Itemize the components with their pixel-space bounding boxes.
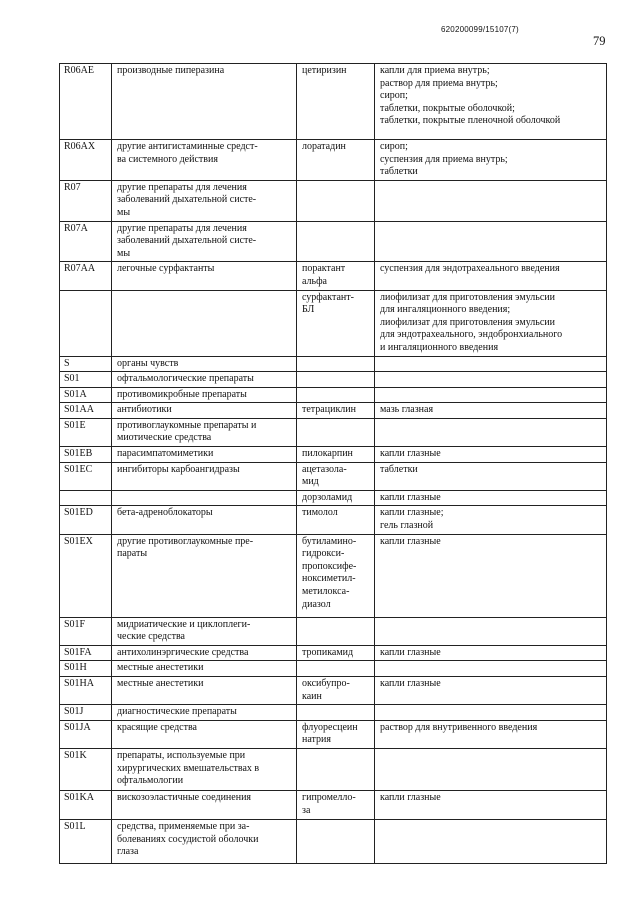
group-name-cell: противомикробные препараты	[112, 387, 297, 403]
atc-code-cell: S01AA	[60, 403, 112, 419]
drug-name-cell	[297, 418, 375, 446]
group-name-cell: препараты, используемые при хирургических вмешательствах в офтальмологии	[112, 748, 297, 790]
group-name-cell: антихолинэргические средства	[112, 645, 297, 661]
dosage-form-cell: капли для приема внутрь; раствор для приема внутрь; сироп; таблетки, покрытые оболочкой; таблетки, покрытые пленочной оболочкой	[375, 64, 607, 140]
atc-code-cell: R06AX	[60, 140, 112, 181]
atc-code-cell: S01	[60, 372, 112, 388]
drug-name-cell: дорзоламид	[297, 490, 375, 506]
group-name-cell: другие противоглаукомные пре- параты	[112, 534, 297, 617]
drug-name-cell	[297, 819, 375, 863]
group-name-cell: другие антигистаминные средст- ва системного действия	[112, 140, 297, 181]
drug-name-cell	[297, 705, 375, 721]
dosage-form-cell	[375, 356, 607, 372]
atc-code-cell	[60, 490, 112, 506]
drug-name-cell: цетиризин	[297, 64, 375, 140]
dosage-form-cell: лиофилизат для приготовления эмульсии для ингаляционного введения; лиофилизат для приготовления эмульсии для эндотрахеального, эндобронхиального и ингаляционного введения	[375, 290, 607, 356]
atc-code-cell: S01L	[60, 819, 112, 863]
group-name-cell: ингибиторы карбоангидразы	[112, 462, 297, 490]
dosage-form-cell: раствор для внутривенного введения	[375, 720, 607, 748]
table-row	[60, 705, 607, 721]
atc-code-cell: R07	[60, 180, 112, 221]
table-row	[60, 534, 607, 617]
table-row	[60, 140, 607, 181]
table-row	[60, 819, 607, 863]
drug-name-cell	[297, 748, 375, 790]
atc-code-cell	[60, 290, 112, 356]
atc-code-cell: R06AE	[60, 64, 112, 140]
drug-name-cell	[297, 221, 375, 262]
group-name-cell: производные пиперазина	[112, 64, 297, 140]
dosage-form-cell: суспензия для эндотрахеального введения	[375, 262, 607, 290]
drug-name-cell: сурфактант- БЛ	[297, 290, 375, 356]
drug-name-cell: порактант альфа	[297, 262, 375, 290]
drug-name-cell: оксибупро- каин	[297, 677, 375, 705]
dosage-form-cell: капли глазные	[375, 645, 607, 661]
drug-name-cell: флуоресцеин натрия	[297, 720, 375, 748]
group-name-cell: местные анестетики	[112, 661, 297, 677]
group-name-cell: легочные сурфактанты	[112, 262, 297, 290]
drug-name-cell: тимолол	[297, 506, 375, 534]
dosage-form-cell	[375, 180, 607, 221]
drug-classification-table	[59, 63, 607, 864]
dosage-form-cell	[375, 418, 607, 446]
group-name-cell: мидриатические и циклоплеги- ческие средства	[112, 617, 297, 645]
dosage-form-cell	[375, 661, 607, 677]
group-name-cell: местные анестетики	[112, 677, 297, 705]
table-row	[60, 372, 607, 388]
table-row	[60, 748, 607, 790]
atc-code-cell: S01A	[60, 387, 112, 403]
table-row	[60, 645, 607, 661]
dosage-form-cell: сироп; суспензия для приема внутрь; таблетки	[375, 140, 607, 181]
document-id: 620200099/15107(7)	[441, 25, 519, 34]
atc-code-cell: S01ED	[60, 506, 112, 534]
atc-code-cell: R07A	[60, 221, 112, 262]
table-row	[60, 490, 607, 506]
group-name-cell: антибиотики	[112, 403, 297, 419]
atc-code-cell: S01EX	[60, 534, 112, 617]
table-row	[60, 617, 607, 645]
table-row	[60, 356, 607, 372]
group-name-cell: офтальмологические препараты	[112, 372, 297, 388]
page-number: 79	[593, 34, 606, 48]
group-name-cell	[112, 290, 297, 356]
group-name-cell: другие препараты для лечения заболеваний дыхательной систе- мы	[112, 221, 297, 262]
group-name-cell: красящие средства	[112, 720, 297, 748]
drug-name-cell	[297, 372, 375, 388]
table-row	[60, 677, 607, 705]
table-row	[60, 661, 607, 677]
table-row	[60, 387, 607, 403]
group-name-cell	[112, 490, 297, 506]
group-name-cell: бета-адреноблокаторы	[112, 506, 297, 534]
dosage-form-cell	[375, 819, 607, 863]
table-row	[60, 180, 607, 221]
atc-code-cell: S01KA	[60, 790, 112, 819]
table-row	[60, 462, 607, 490]
table-row	[60, 64, 607, 140]
atc-code-cell: S01K	[60, 748, 112, 790]
atc-code-cell: S01HA	[60, 677, 112, 705]
atc-code-cell: S01EC	[60, 462, 112, 490]
drug-name-cell: лоратадин	[297, 140, 375, 181]
group-name-cell: диагностические препараты	[112, 705, 297, 721]
drug-name-cell	[297, 617, 375, 645]
table-row	[60, 290, 607, 356]
drug-name-cell: гипромелло- за	[297, 790, 375, 819]
dosage-form-cell: капли глазные	[375, 677, 607, 705]
dosage-form-cell: мазь глазная	[375, 403, 607, 419]
dosage-form-cell: капли глазные	[375, 534, 607, 617]
group-name-cell: парасимпатомиметики	[112, 447, 297, 463]
group-name-cell: органы чувств	[112, 356, 297, 372]
table-row	[60, 720, 607, 748]
group-name-cell: другие препараты для лечения заболеваний дыхательной систе- мы	[112, 180, 297, 221]
dosage-form-cell: таблетки	[375, 462, 607, 490]
table-row	[60, 262, 607, 290]
atc-code-cell: S	[60, 356, 112, 372]
table-row	[60, 447, 607, 463]
dosage-form-cell: капли глазные	[375, 790, 607, 819]
group-name-cell: вискозоэластичные соединения	[112, 790, 297, 819]
atc-code-cell: R07AA	[60, 262, 112, 290]
table-row	[60, 221, 607, 262]
table-row	[60, 790, 607, 819]
atc-code-cell: S01EB	[60, 447, 112, 463]
drug-name-cell: тетрациклин	[297, 403, 375, 419]
dosage-form-cell	[375, 705, 607, 721]
atc-code-cell: S01F	[60, 617, 112, 645]
table-row	[60, 403, 607, 419]
dosage-form-cell: капли глазные	[375, 490, 607, 506]
group-name-cell: средства, применяемые при за- болеваниях сосудистой оболочки глаза	[112, 819, 297, 863]
drug-name-cell: бутиламино- гидрокси- пропоксифе- ноксиметил- метилокса- диазол	[297, 534, 375, 617]
atc-code-cell: S01JA	[60, 720, 112, 748]
drug-name-cell	[297, 661, 375, 677]
drug-name-cell: тропикамид	[297, 645, 375, 661]
drug-name-cell: ацетазола- мид	[297, 462, 375, 490]
atc-code-cell: S01H	[60, 661, 112, 677]
dosage-form-cell	[375, 617, 607, 645]
table-row	[60, 506, 607, 534]
drug-name-cell	[297, 356, 375, 372]
dosage-form-cell	[375, 221, 607, 262]
atc-code-cell: S01E	[60, 418, 112, 446]
drug-name-cell	[297, 180, 375, 221]
drug-name-cell: пилокарпин	[297, 447, 375, 463]
table-row	[60, 418, 607, 446]
dosage-form-cell	[375, 387, 607, 403]
atc-code-cell: S01J	[60, 705, 112, 721]
dosage-form-cell	[375, 748, 607, 790]
atc-code-cell: S01FA	[60, 645, 112, 661]
drug-name-cell	[297, 387, 375, 403]
dosage-form-cell: капли глазные	[375, 447, 607, 463]
group-name-cell: противоглаукомные препараты и миотические средства	[112, 418, 297, 446]
dosage-form-cell	[375, 372, 607, 388]
dosage-form-cell: капли глазные; гель глазной	[375, 506, 607, 534]
